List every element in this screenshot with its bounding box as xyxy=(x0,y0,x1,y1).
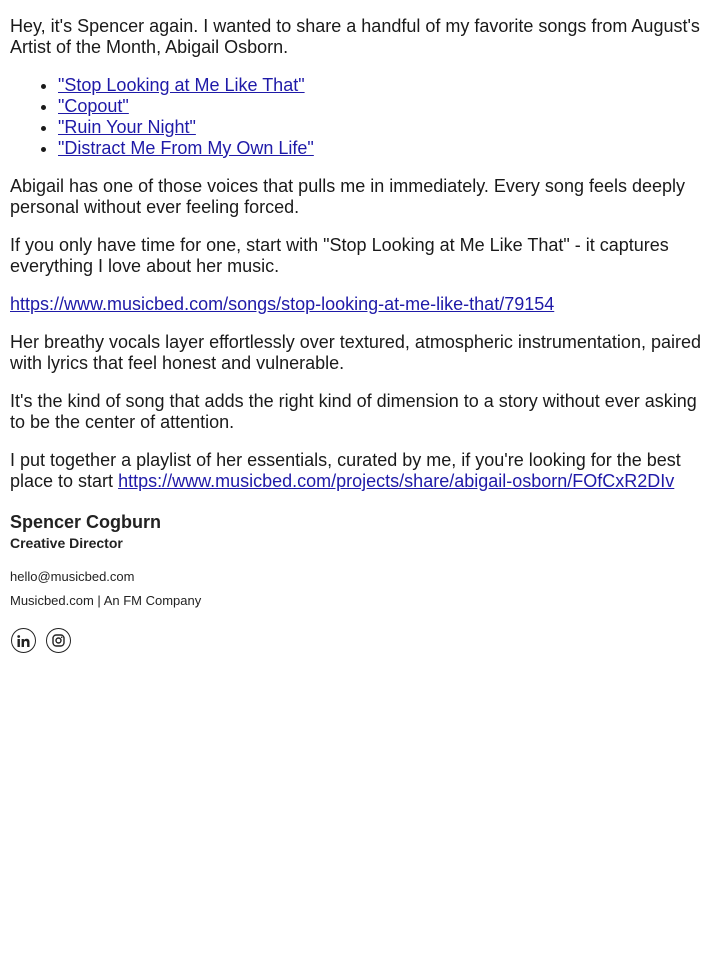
instagram-icon[interactable] xyxy=(46,628,71,653)
song-link-stop-looking[interactable]: "Stop Looking at Me Like That" xyxy=(58,75,305,95)
start-paragraph: If you only have time for one, start with "Stop Looking at Me Like That" - it captures everything I love about her music. xyxy=(10,235,669,276)
signature-title: Creative Director xyxy=(10,535,123,551)
linkedin-icon[interactable] xyxy=(11,628,36,653)
song-link-paragraph xyxy=(10,294,710,315)
signature-company: Musicbed.com | An FM Company xyxy=(10,593,202,608)
list-item xyxy=(58,138,710,159)
intro-paragraph: Hey, it's Spencer again. I wanted to share a handful of my favorite songs from August's Artist of the Month, Abigail Osborn. xyxy=(10,16,700,57)
song-link-copout[interactable]: "Copout" xyxy=(58,96,129,116)
song-link-distract-me[interactable]: "Distract Me From My Own Life" xyxy=(58,138,314,158)
social-links xyxy=(11,628,710,653)
signature-name: Spencer Cogburn xyxy=(10,512,162,532)
list-item xyxy=(58,96,710,117)
list-item xyxy=(58,75,710,96)
list-item xyxy=(58,117,710,138)
song-link-ruin-your-night[interactable]: "Ruin Your Night" xyxy=(58,117,196,137)
playlist-text: I put together a playlist of her essentials, curated by me, if you're looking for the best place to start xyxy=(10,450,681,491)
song-url-link[interactable]: https://www.musicbed.com/songs/stop-looking-at-me-like-that/79154 xyxy=(10,294,555,314)
voice-paragraph: Abigail has one of those voices that pulls me in immediately. Every song feels deeply personal without ever feeling forced. xyxy=(10,176,686,217)
song-list xyxy=(10,75,710,159)
dimension-paragraph: It's the kind of song that adds the right kind of dimension to a story without ever asking to be the center of attention. xyxy=(10,391,697,432)
vocals-paragraph: Her breathy vocals layer effortlessly over textured, atmospheric instrumentation, paired with lyrics that feel honest and vulnerable. xyxy=(10,332,701,373)
playlist-link[interactable]: https://www.musicbed.com/projects/share/abigail-osborn/FOfCxR2DIv xyxy=(118,471,675,491)
playlist-paragraph xyxy=(10,450,710,492)
email-signature xyxy=(10,512,710,653)
signature-email[interactable]: hello@musicbed.com xyxy=(10,569,135,584)
